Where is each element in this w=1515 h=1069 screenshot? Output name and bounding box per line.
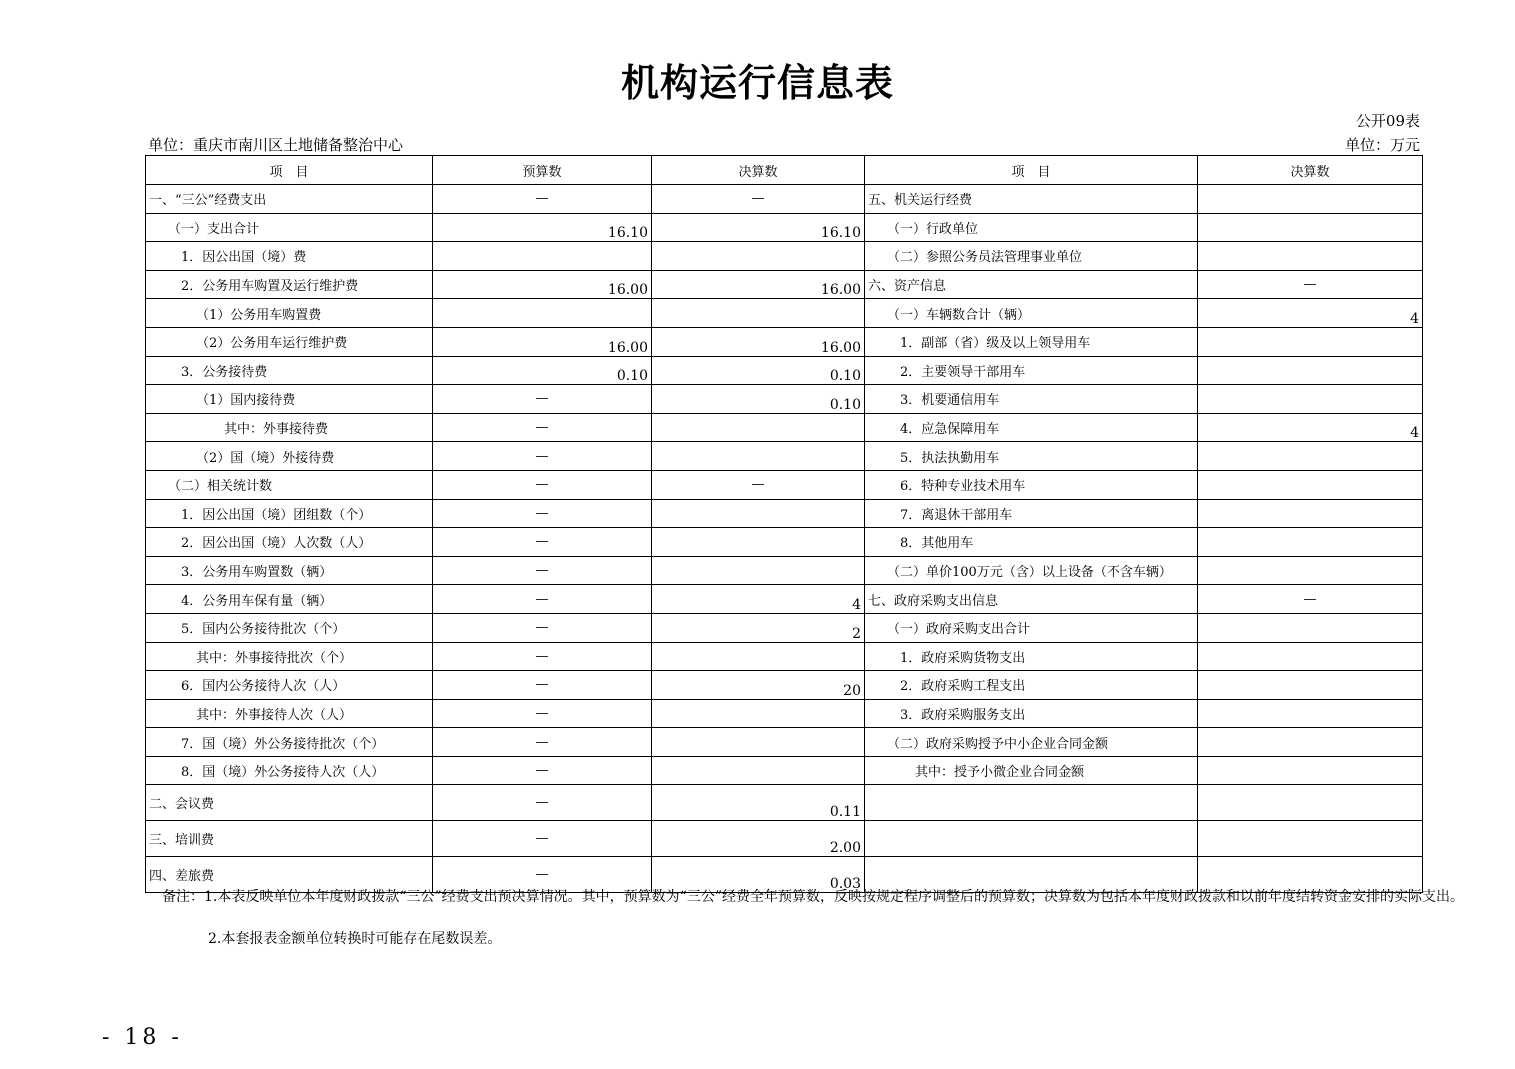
table-row <box>146 728 1423 757</box>
row-item-left: 4．公务用车保有量（辆） <box>146 585 433 614</box>
row-final-value-left <box>652 242 865 271</box>
row-item-right: 3．机要通信用车 <box>865 385 1198 414</box>
row-final-value-left <box>652 699 865 728</box>
row-item-right <box>865 785 1198 821</box>
row-final-value-left: 0.10 <box>652 385 865 414</box>
row-final-value-left: 20 <box>652 671 865 700</box>
row-budget-value: — <box>433 642 652 671</box>
row-final-value-right: — <box>1198 585 1423 614</box>
row-item-left: 其中：外事接待费 <box>146 413 433 442</box>
row-item-left: 8．国（境）外公务接待人次（人） <box>146 756 433 785</box>
row-item-left: 2．公务用车购置及运行维护费 <box>146 270 433 299</box>
row-final-value-right: 4 <box>1198 413 1423 442</box>
row-item-right: 8．其他用车 <box>865 528 1198 557</box>
row-item-left: （1）国内接待费 <box>146 385 433 414</box>
row-item-right: 其中：授予小微企业合同金额 <box>865 756 1198 785</box>
table-row <box>146 185 1423 214</box>
row-item-left: 1．因公出国（境）团组数（个） <box>146 499 433 528</box>
row-budget-value: — <box>433 585 652 614</box>
table-row <box>146 470 1423 499</box>
page-title: 机构运行信息表 <box>620 60 894 105</box>
row-item-left: 三、培训费 <box>146 821 433 857</box>
row-final-value-left: 0.10 <box>652 356 865 385</box>
row-item-left: （2）国（境）外接待费 <box>146 442 433 471</box>
header-item-left: 项 目 <box>146 156 433 185</box>
row-final-value-left <box>652 413 865 442</box>
row-final-value-right <box>1198 756 1423 785</box>
row-item-right <box>865 821 1198 857</box>
currency-unit: 单位：万元 <box>1344 136 1420 154</box>
row-final-value-right <box>1198 385 1423 414</box>
row-item-right: 2．主要领导干部用车 <box>865 356 1198 385</box>
row-final-value-right <box>1198 785 1423 821</box>
row-budget-value: — <box>433 528 652 557</box>
row-final-value-right <box>1198 442 1423 471</box>
row-budget-value: — <box>433 785 652 821</box>
table-row <box>146 442 1423 471</box>
row-item-left: 二、会议费 <box>146 785 433 821</box>
page-number: - 18 - <box>102 1025 183 1050</box>
row-final-value-left: 0.03 <box>652 857 865 893</box>
row-final-value-left: — <box>652 470 865 499</box>
row-item-right: 六、资产信息 <box>865 270 1198 299</box>
row-budget-value: — <box>433 185 652 214</box>
row-final-value-left <box>652 756 865 785</box>
row-item-right: （二）单价100万元（含）以上设备（不含车辆） <box>865 556 1198 585</box>
row-final-value-right <box>1198 671 1423 700</box>
row-budget-value: — <box>433 699 652 728</box>
row-final-value-left <box>652 556 865 585</box>
row-budget-value: — <box>433 556 652 585</box>
row-final-value-right <box>1198 499 1423 528</box>
row-final-value-left: 2 <box>652 613 865 642</box>
footnote-2: 2.本套报表金额单位转换时可能存在尾数误差。 <box>208 931 502 947</box>
row-item-left: 其中：外事接待批次（个） <box>146 642 433 671</box>
row-final-value-left: — <box>652 185 865 214</box>
row-budget-value <box>433 242 652 271</box>
row-budget-value: — <box>433 442 652 471</box>
row-budget-value: — <box>433 499 652 528</box>
table-row <box>146 556 1423 585</box>
row-item-right: 3．政府采购服务支出 <box>865 699 1198 728</box>
row-item-left: 3．公务接待费 <box>146 356 433 385</box>
table-row <box>146 528 1423 557</box>
row-final-value-left <box>652 528 865 557</box>
header-budget: 预算数 <box>433 156 652 185</box>
row-final-value-right <box>1198 699 1423 728</box>
row-final-value-left <box>652 642 865 671</box>
row-final-value-left: 16.00 <box>652 270 865 299</box>
row-item-left: 7．国（境）外公务接待批次（个） <box>146 728 433 757</box>
reporting-unit: 单位：重庆市南川区土地储备整治中心 <box>148 136 404 154</box>
row-budget-value <box>433 299 652 328</box>
table-row <box>146 785 1423 821</box>
row-item-right: 1．政府采购货物支出 <box>865 642 1198 671</box>
table-row <box>146 242 1423 271</box>
row-item-left: 1．因公出国（境）费 <box>146 242 433 271</box>
table-row <box>146 821 1423 857</box>
row-item-right: （一）车辆数合计（辆） <box>865 299 1198 328</box>
row-final-value-left: 16.10 <box>652 213 865 242</box>
row-item-right: 2．政府采购工程支出 <box>865 671 1198 700</box>
info-table <box>145 155 1423 893</box>
row-final-value-left: 0.11 <box>652 785 865 821</box>
table-row <box>146 699 1423 728</box>
row-item-right: （二）政府采购授予中小企业合同金额 <box>865 728 1198 757</box>
row-item-right: （一）行政单位 <box>865 213 1198 242</box>
row-item-right: 1．副部（省）级及以上领导用车 <box>865 327 1198 356</box>
row-budget-value: — <box>433 756 652 785</box>
row-budget-value: — <box>433 821 652 857</box>
table-row <box>146 270 1423 299</box>
header-final-right: 决算数 <box>1198 156 1423 185</box>
row-final-value-right <box>1198 242 1423 271</box>
table-row <box>146 585 1423 614</box>
table-body <box>146 185 1423 893</box>
row-final-value-right <box>1198 642 1423 671</box>
row-item-right: 七、政府采购支出信息 <box>865 585 1198 614</box>
table-code: 公开09表 <box>1355 112 1420 130</box>
table-row <box>146 613 1423 642</box>
row-final-value-left: 16.00 <box>652 327 865 356</box>
row-final-value-right: 4 <box>1198 299 1423 328</box>
row-budget-value: 16.00 <box>433 270 652 299</box>
row-budget-value: 0.10 <box>433 356 652 385</box>
row-final-value-right: — <box>1198 270 1423 299</box>
header-item-right: 项 目 <box>865 156 1198 185</box>
row-final-value-right <box>1198 213 1423 242</box>
row-item-right: 7．离退休干部用车 <box>865 499 1198 528</box>
row-item-left: 四、差旅费 <box>146 857 433 893</box>
row-final-value-right <box>1198 356 1423 385</box>
row-item-left: 2．因公出国（境）人次数（人） <box>146 528 433 557</box>
row-final-value-right <box>1198 470 1423 499</box>
row-item-right: 4．应急保障用车 <box>865 413 1198 442</box>
row-budget-value: 16.10 <box>433 213 652 242</box>
row-budget-value: — <box>433 671 652 700</box>
row-final-value-right <box>1198 327 1423 356</box>
footnote-1: 备注：1.本表反映单位本年度财政拨款“三公”经费支出预决算情况。其中，预算数为“三公”经费全年预算数，反映按规定程序调整后的预算数；决算数为包括本年度财政拨款和以前年度结转资金安排的实际支出。 <box>162 889 1464 905</box>
row-item-left: 6．国内公务接待人次（人） <box>146 671 433 700</box>
row-final-value-right <box>1198 821 1423 857</box>
row-budget-value: — <box>433 470 652 499</box>
row-final-value-left <box>652 728 865 757</box>
row-final-value-right <box>1198 556 1423 585</box>
table-row <box>146 642 1423 671</box>
row-budget-value: — <box>433 385 652 414</box>
header-final-left: 决算数 <box>652 156 865 185</box>
row-budget-value: — <box>433 613 652 642</box>
row-item-left: （2）公务用车运行维护费 <box>146 327 433 356</box>
row-item-left: （一）支出合计 <box>146 213 433 242</box>
row-item-left: （二）相关统计数 <box>146 470 433 499</box>
row-final-value-left: 2.00 <box>652 821 865 857</box>
table-row <box>146 213 1423 242</box>
row-budget-value: 16.00 <box>433 327 652 356</box>
row-item-left: 3．公务用车购置数（辆） <box>146 556 433 585</box>
row-item-right: （一）政府采购支出合计 <box>865 613 1198 642</box>
row-item-right: 6．特种专业技术用车 <box>865 470 1198 499</box>
row-final-value-left <box>652 299 865 328</box>
row-budget-value: — <box>433 857 652 893</box>
row-item-right: 5．执法执勤用车 <box>865 442 1198 471</box>
row-final-value-right <box>1198 528 1423 557</box>
table-row <box>146 299 1423 328</box>
row-item-left: （1）公务用车购置费 <box>146 299 433 328</box>
row-final-value-right <box>1198 613 1423 642</box>
table-row <box>146 499 1423 528</box>
row-final-value-right <box>1198 728 1423 757</box>
row-item-left: 其中：外事接待人次（人） <box>146 699 433 728</box>
table-header-row <box>146 156 1423 185</box>
row-item-left: 5．国内公务接待批次（个） <box>146 613 433 642</box>
row-item-right: 五、机关运行经费 <box>865 185 1198 214</box>
table-row <box>146 413 1423 442</box>
row-final-value-right <box>1198 185 1423 214</box>
row-final-value-left <box>652 499 865 528</box>
table-row <box>146 327 1423 356</box>
row-budget-value: — <box>433 413 652 442</box>
row-final-value-left <box>652 442 865 471</box>
table-row <box>146 756 1423 785</box>
row-final-value-left: 4 <box>652 585 865 614</box>
table-row <box>146 671 1423 700</box>
row-budget-value: — <box>433 728 652 757</box>
table-row <box>146 385 1423 414</box>
row-item-left: 一、“三公”经费支出 <box>146 185 433 214</box>
row-item-right: （二）参照公务员法管理事业单位 <box>865 242 1198 271</box>
table-row <box>146 356 1423 385</box>
